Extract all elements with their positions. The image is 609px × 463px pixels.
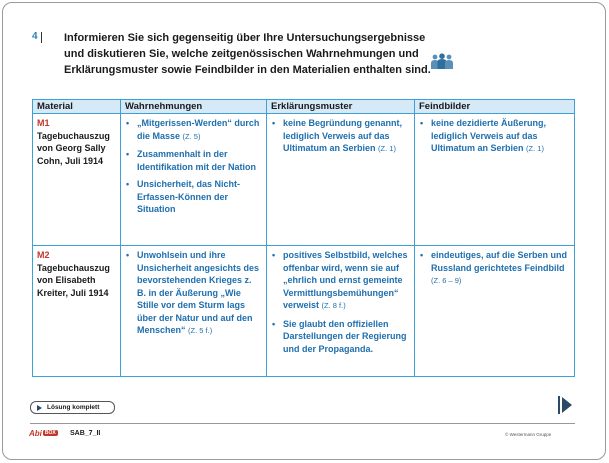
table-header-row: [33, 100, 575, 114]
material-description: Tagebuchauszug von Elisabeth Kreiter, Juli 1914: [37, 262, 110, 298]
list-item: • Unwohlsein und ihre Unsicherheit angesichts des bevorstehenden Krieges z. B. in der Äußerung „Wie Stille vor dem Sturm lags über der Natur und auf den Menschen“ (Z. 5 f.): [126, 250, 260, 335]
next-page-button[interactable]: [558, 396, 574, 414]
erklaerungsmuster-cell: [267, 246, 415, 377]
line-reference: (Z. 1): [378, 144, 396, 153]
group-work-icon: [430, 53, 454, 69]
solution-complete-button[interactable]: [30, 401, 115, 414]
list-item: • eindeutiges, auf die Serben und Russland gerichtetes Feindbild (Z. 6 – 9): [420, 250, 568, 285]
list-item: • „Mitgerissen-Werden“ durch die Masse (Z. 5): [126, 118, 260, 141]
material-cell: [33, 246, 121, 377]
worksheet-code: SAB_7_II: [70, 430, 101, 437]
list-item: • Zusammenhalt in der Identifikation mit der Nation: [126, 149, 257, 172]
task-number: 4: [32, 31, 38, 42]
task-number-divider: [41, 32, 42, 43]
table-row: [33, 114, 575, 246]
next-page-icon: [558, 396, 560, 414]
column-header-feindbilder: Feindbilder: [415, 100, 575, 114]
solution-button-label: Lösung komplett: [47, 404, 100, 411]
task-line: und diskutieren Sie, welche zeitgenössischen Wahrnehmungen und: [64, 48, 419, 60]
list-item: • keine Begründung genannt, lediglich Verweis auf das Ultimatum an Serbien (Z. 1): [272, 118, 403, 153]
list-item: • positives Selbstbild, welches offenbar wird, wenn sie auf „ehrlich und ernst gemeinte Vermittlungsbemühungen“ verweist (Z. 8 f.): [272, 250, 408, 310]
results-table: [32, 99, 575, 377]
line-reference: (Z. 1): [526, 144, 544, 153]
list-item: • Unsicherheit, das Nicht-Erfassen-Können der Situation: [126, 179, 241, 214]
material-cell: [33, 114, 121, 246]
line-reference: (Z. 6 – 9): [431, 276, 462, 285]
line-reference: (Z. 8 f.): [321, 301, 346, 310]
task-instruction: [64, 30, 484, 78]
material-description: Tagebuchauszug von Georg Sally Cohn, Juli 1914: [37, 130, 110, 166]
list-item: • keine dezidierte Äußerung, lediglich Verweis auf das Ultimatum an Serbien (Z. 1): [420, 118, 547, 153]
play-icon: [37, 405, 42, 411]
column-header-material: Material: [33, 100, 121, 114]
wahrnehmungen-cell: [121, 114, 267, 246]
feindbilder-cell: [415, 246, 575, 377]
feindbilder-cell: [415, 114, 575, 246]
line-reference: (Z. 5 f.): [188, 326, 213, 335]
material-id: M2: [37, 250, 50, 260]
erklaerungsmuster-cell: [267, 114, 415, 246]
copyright-notice: © Westermann Gruppe: [505, 432, 552, 437]
publisher-logo: Abi BOX: [29, 429, 56, 438]
table-row: [33, 246, 575, 377]
footer-divider: [30, 423, 575, 424]
material-id: M1: [37, 118, 50, 128]
task-line: Erklärungsmuster sowie Feindbilder in den Materialien enthalten sind.: [64, 64, 431, 76]
task-line: Informieren Sie sich gegenseitig über Ihre Untersuchungsergebnisse: [64, 32, 426, 44]
column-header-wahrnehmungen: Wahrnehmungen: [121, 100, 267, 114]
wahrnehmungen-cell: [121, 246, 267, 377]
column-header-erklaerungsmuster: Erklärungsmuster: [267, 100, 415, 114]
line-reference: (Z. 5): [182, 131, 201, 141]
list-item: • Sie glaubt den offiziellen Darstellungen der Regierung und der Propaganda.: [272, 318, 407, 354]
